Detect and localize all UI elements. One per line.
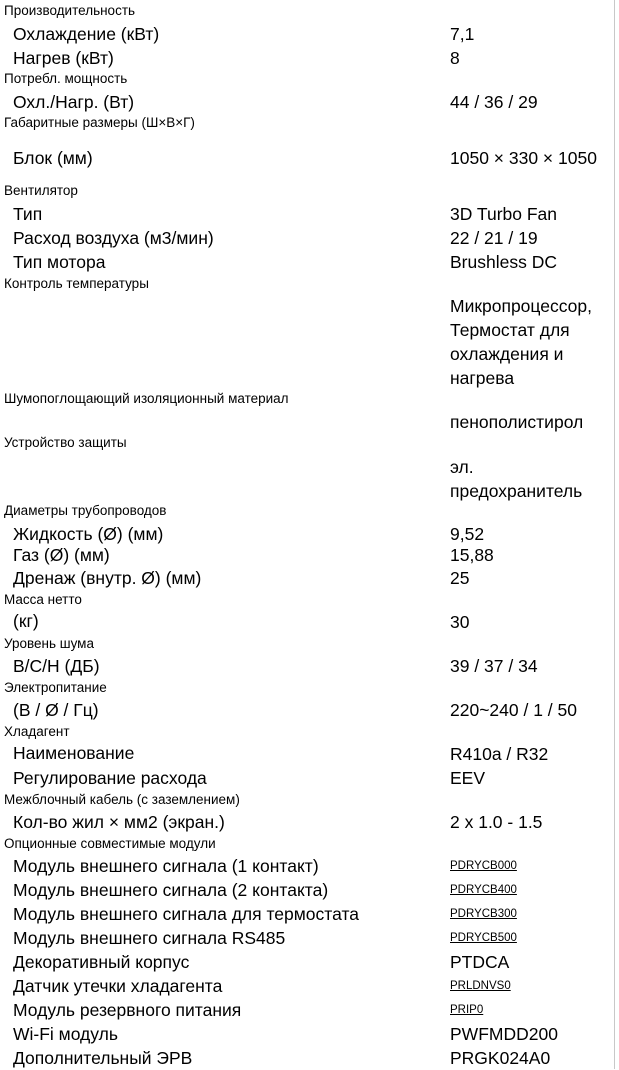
section-heading: Электропитание [4, 680, 107, 695]
spec-label: Тип мотора [13, 252, 106, 272]
spec-label: Охл./Нагр. (Вт) [13, 92, 135, 112]
spec-value-line: 25 [450, 568, 470, 588]
spec-value-line: R410a / R32 [450, 744, 549, 764]
spec-label: (В / Ø / Гц) [13, 700, 99, 720]
spec-value-line: 3D Turbo Fan [450, 204, 557, 224]
spec-value-line[interactable]: PRIP0 [450, 1004, 484, 1016]
spec-value-line: PWFMDD200 [450, 1024, 558, 1044]
spec-label: Дренаж (внутр. Ø) (мм) [13, 568, 202, 588]
spec-value [450, 543, 494, 567]
spec-value-line: 8 [450, 48, 460, 68]
spec-value [450, 698, 577, 722]
spec-value-line: Brushless DC [450, 252, 557, 272]
spec-value-line: 39 / 37 / 34 [450, 656, 538, 676]
spec-value [450, 46, 460, 70]
spec-value [450, 410, 583, 434]
section-heading: Шумопоглощающий изоляционный материал [4, 391, 289, 406]
option-code-link[interactable] [450, 882, 517, 898]
spec-value-line: нагрева [450, 368, 515, 388]
spec-value-line[interactable]: PDRYCB500 [450, 932, 517, 944]
spec-label: Жидкость (Ø) (мм) [13, 524, 164, 544]
spec-value-line[interactable]: PDRYCB000 [450, 860, 517, 872]
spec-value-line: предохранитель [450, 481, 583, 501]
spec-label: Блок (мм) [13, 148, 93, 168]
spec-value-line: пенополистирол [450, 412, 584, 432]
spec-value [450, 202, 557, 226]
spec-value-line: 44 / 36 / 29 [450, 92, 538, 112]
spec-value-line[interactable]: PRLDNVS0 [450, 980, 511, 992]
section-heading: Опционные совместимые модули [4, 836, 216, 851]
spec-label: Датчик утечки хладагента [13, 976, 223, 996]
spec-value [450, 1022, 558, 1046]
section-heading: Потребл. мощность [4, 71, 128, 86]
spec-label: Регулирование расхода [13, 768, 207, 788]
spec-value-line: 15,88 [450, 545, 494, 565]
spec-value-line: PTDCA [450, 952, 510, 972]
spec-value-line: 1050 × 330 × 1050 [450, 148, 597, 168]
section-heading: Контроль температуры [4, 276, 149, 291]
section-heading: Хладагент [4, 724, 70, 739]
spec-value-line: 9,52 [450, 524, 485, 544]
spec-label: (кг) [13, 611, 39, 631]
spec-value [450, 950, 509, 974]
spec-value-line: 30 [450, 612, 470, 632]
table-border [614, 0, 615, 1069]
spec-label: Газ (Ø) (мм) [13, 545, 110, 565]
spec-value [450, 654, 538, 678]
spec-label: Декоративный корпус [13, 952, 190, 972]
spec-label: Модуль внешнего сигнала для термостата [13, 904, 360, 924]
spec-value [450, 226, 538, 250]
spec-label: Нагрев (кВт) [13, 48, 114, 68]
spec-label: Кол-во жил × мм2 (экран.) [13, 812, 225, 832]
spec-value [450, 810, 542, 834]
option-code-link[interactable] [450, 1002, 483, 1018]
spec-value-line: эл. [450, 457, 474, 477]
section-heading: Межблочный кабель (с заземлением) [4, 792, 240, 807]
spec-label: Модуль резервного питания [13, 1000, 242, 1020]
spec-value-line: 220~240 / 1 / 50 [450, 700, 577, 720]
spec-label: Модуль внешнего сигнала (2 контакта) [13, 880, 329, 900]
option-code-link[interactable] [450, 930, 517, 946]
spec-value [450, 294, 592, 390]
section-heading: Производительность [4, 3, 136, 18]
spec-label: Расход воздуха (м3/мин) [13, 228, 214, 248]
spec-label: Тип [13, 204, 43, 224]
spec-value [450, 566, 469, 590]
spec-value-line[interactable]: PDRYCB400 [450, 884, 517, 896]
section-heading: Диаметры трубопроводов [4, 503, 167, 518]
spec-value [450, 610, 469, 634]
spec-value-line: 22 / 21 / 19 [450, 228, 538, 248]
option-code-link[interactable] [450, 978, 511, 994]
spec-label: Наименование [13, 743, 135, 763]
spec-value [450, 250, 557, 274]
spec-value-line: 7,1 [450, 24, 475, 44]
section-heading: Габаритные размеры (Ш×В×Г) [4, 115, 195, 130]
spec-value-line: EEV [450, 768, 486, 788]
spec-label: Дополнительный ЭРВ [13, 1048, 193, 1068]
spec-value [450, 766, 485, 790]
spec-value-line: Термостат для [450, 320, 570, 340]
spec-value-line: 2 x 1.0 - 1.5 [450, 812, 543, 832]
spec-label: В/С/Н (ДБ) [13, 656, 100, 676]
section-heading: Вентилятор [4, 183, 78, 198]
spec-value [450, 22, 474, 46]
spec-value-line: PRGK024A0 [450, 1048, 551, 1068]
spec-label: Wi-Fi модуль [13, 1024, 118, 1044]
spec-label: Охлаждение (кВт) [13, 24, 160, 44]
spec-label: Модуль внешнего сигнала (1 контакт) [13, 856, 319, 876]
section-heading: Устройство защиты [4, 435, 127, 450]
section-heading: Масса нетто [4, 592, 82, 607]
section-heading: Уровень шума [4, 636, 94, 651]
spec-value [450, 90, 538, 114]
option-code-link[interactable] [450, 906, 517, 922]
spec-value-line: охлаждения и [450, 344, 564, 364]
spec-value [450, 1046, 550, 1070]
spec-value-line: Микропроцессор, [450, 296, 592, 316]
spec-value [450, 455, 582, 503]
option-code-link[interactable] [450, 858, 517, 874]
spec-value [450, 742, 548, 766]
spec-value [450, 146, 597, 170]
spec-value-line[interactable]: PDRYCB300 [450, 908, 517, 920]
spec-label: Модуль внешнего сигнала RS485 [13, 928, 286, 948]
